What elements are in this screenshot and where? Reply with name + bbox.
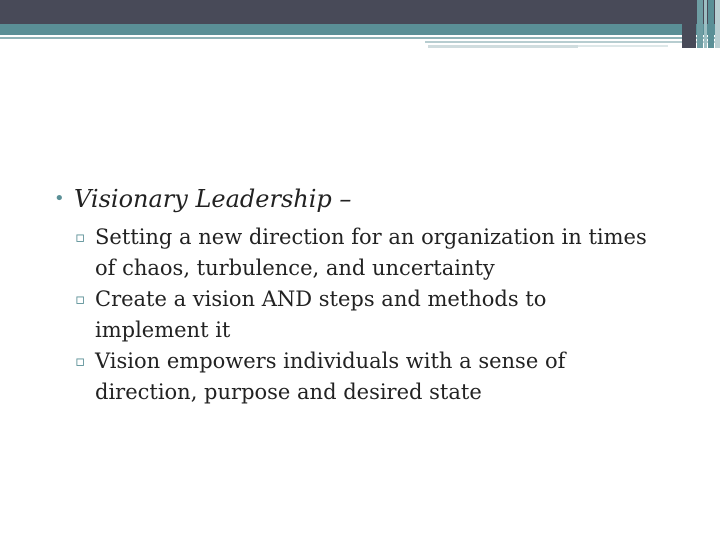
corner-stripe-4 <box>708 0 714 48</box>
sub-bullet-text: Vision empowers individuals with a sense of direction, purpose and desired state <box>95 349 566 404</box>
header-band-teal <box>0 24 720 35</box>
bullet-dot-icon: • <box>54 188 65 209</box>
header-rule-2 <box>425 41 720 43</box>
sub-bullet <box>54 346 664 408</box>
slide-heading: Visionary Leadership – <box>74 185 352 213</box>
bullet-square-icon: ▫ <box>75 290 86 308</box>
header-band-dark <box>0 0 720 24</box>
main-bullet <box>54 182 664 216</box>
corner-stripe-3 <box>704 0 707 48</box>
bullet-square-icon: ▫ <box>75 352 86 370</box>
bullet-square-icon: ▫ <box>75 228 86 246</box>
sub-bullet <box>54 284 664 346</box>
sub-bullet-text: Create a vision AND steps and methods to implement it <box>95 287 547 342</box>
corner-stripe-1 <box>682 0 696 48</box>
header-rule-3 <box>428 45 578 48</box>
corner-stripe-5 <box>715 0 720 48</box>
sub-bullet-text: Setting a new direction for an organization in times of chaos, turbulence, and uncertainty <box>95 225 647 280</box>
header-rule-4 <box>578 45 668 47</box>
header-rule-1 <box>0 37 720 39</box>
corner-stripe-2 <box>697 0 703 48</box>
sub-bullet <box>54 222 664 284</box>
slide-body <box>54 182 664 408</box>
